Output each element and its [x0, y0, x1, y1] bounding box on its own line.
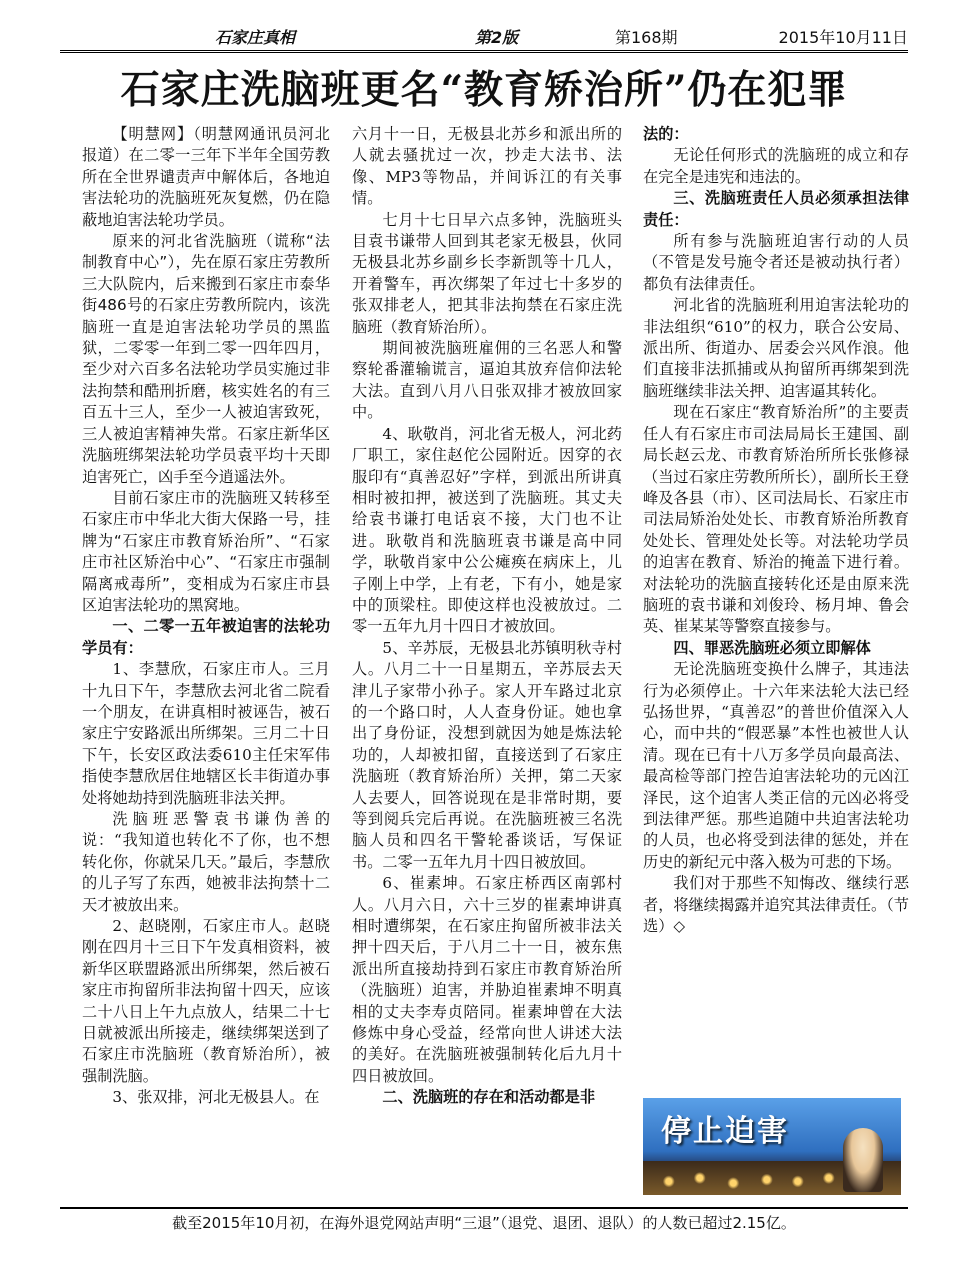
issue-date: 2015年10月11日 — [778, 28, 908, 47]
col1-paragraph: 洗脑班恶警袁书谦伪善的说：“我知道也转化不了你，也不想转化你，你就呆几天。”最后，李慧欣的儿子写了东西，她被非法拘禁十二天才被放出来。 — [82, 810, 330, 914]
col2-paragraph: 七月十七日早六点多钟，洗脑班头目袁书谦带人回到其老家无极县，伙同无极县北苏乡副乡长李新凯等十几人，开着警车，再次绑架了年过七十多岁的张双排老人，把其非法拘禁在石家庄洗脑班（教育矫治所）。 — [352, 210, 622, 336]
col1-paragraph: 目前石家庄市的洗脑班又转移至石家庄市中华北大街大保路一号，挂牌为“石家庄市教育矫治所”、“石家庄市社区矫治中心”、“石家庄市强制隔离戒毒所”，变相成为石家庄市县区迫害法轮功的黑窝地。 — [82, 488, 330, 614]
article-column-1 — [82, 124, 330, 1204]
col2-paragraph: 二、洗脑班的存在和活动都是非 — [382, 1088, 596, 1107]
col1-paragraph: 3、张双排，河北无极县人。在 — [112, 1088, 320, 1107]
col2-paragraph: 期间被洗脑班雇佣的三名恶人和警察轮番灌输谎言，逼迫其放弃信仰法轮大法。直到八月八日张双排才被放回家中。 — [352, 339, 622, 422]
col3-paragraph: 我们对于那些不知悔改、继续行恶者，将继续揭露并追究其法律责任。（节选）◇ — [643, 874, 909, 936]
page-number: 第2版 — [475, 28, 519, 47]
footer-rule — [60, 1207, 908, 1209]
col3-paragraph: 无论任何形式的洗脑班的成立和存在完全是违宪和违法的。 — [643, 146, 909, 186]
col1-paragraph: 1、李慧欣，石家庄市人。三月十九日下午，李慧欣去河北省二院看一个朋友，在讲真相时被诬告，被石家庄宁安路派出所绑架。三月二十日下午，长安区政法委610主任宋军伟指使李慧欣居住地辖区长丰街道办事处将她劫持到洗脑班非法关押。 — [82, 660, 330, 807]
col2-paragraph: 4、耿敬肖，河北省无极人，河北药厂职工，家住赵佗公园附近。因穿的衣服印有“真善忍好”字样，到派出所讲真相时被扣押，被送到了洗脑班。其丈夫给袁书谦打电话哀不接，大门也不让进。耿敬肖和洗脑班袁书谦是高中同学，耿敬肖家中公公瘫痪在病床上，儿子刚上中学，上有老，下有小，她是家中的顶梁柱。即使这样也没被放过。二零一五年九月十四日才被放回。 — [352, 424, 622, 636]
col3-paragraph: 三、洗脑班责任人员必须承担法律责任： — [643, 189, 909, 229]
paper-name: 石家庄真相 — [215, 28, 296, 47]
page-header — [60, 28, 908, 50]
footer-notice: 截至2015年10月初，在海外退党网站声明“三退”（退党、退团、退队）的人数已超过2.15亿。 — [172, 1214, 796, 1232]
col3-paragraph: 河北省的洗脑班利用迫害法轮功的非法组织“610”的权力，联合公安局、派出所、街道办、居委会兴风作浪。他们直接非法抓捕或从拘留所再绑架到洗脑班继续非法关押、迫害逼其转化。 — [643, 296, 909, 400]
article-title: 石家庄洗脑班更名“教育矫治所”仍在犯罪 — [120, 67, 848, 113]
col2-paragraph: 六月十一日，无极县北苏乡和派出所的人就去骚扰过一次，抄走大法书、法像、MP3等物品，并间诉江的有关事情。 — [352, 125, 622, 208]
col3-paragraph: 现在石家庄“教育矫治所”的主要责任人有石家庄市司法局局长王建国、副局长赵云龙、市教育矫治所所长张修禄（当过石家庄劳教所所长），副所长王登峰及各县（市）、区司法局长、石家庄市司法局矫治处处长、市教育矫治所教育处处长、管理处处长等。对法轮功学员的迫害在教育、矫治的掩盖下进行着。对法轮功的洗脑直接转化还是由原来洗脑班的袁书谦和刘俊玲、杨月坤、鲁会英、崔某某等警察直接参与。 — [643, 403, 909, 636]
article-column-3 — [643, 124, 909, 1204]
col1-paragraph: 【明慧网】（明慧网通讯员河北报道）在二零一三年下半年全国劳教所在全世界谴责声中解体后，各地迫害法轮功的洗脑班死灰复燃，仍在隐蔽地迫害法轮功学员。 — [82, 125, 330, 229]
col3-paragraph: 所有参与洗脑班迫害行动的人员（不管是发号施令者还是被动执行者）都负有法律责任。 — [643, 232, 909, 293]
banner-text: 停止迫害 — [661, 1114, 789, 1149]
col1-paragraph: 一、二零一五年被迫害的法轮功学员有： — [82, 617, 330, 657]
col2-paragraph: 5、辛苏辰，无极县北苏镇明秋寺村人。八月二十一日星期五，辛苏辰去天津儿子家带小孙子。家人开车路过北京的一个路口时，人人查身份证。她也拿出了身份证，没想到就因为她是炼法轮功的，人却被扣留，直接送到了石家庄洗脑班（教育矫治所）关押，第二天家人去要人，回答说现在是非常时期，要等到阅兵完后再说。在洗脑班被三名洗脑人员和四名干警轮番谈话，写保证书。二零一五年九月十四日被放回。 — [352, 638, 622, 871]
issue-number: 第168期 — [615, 28, 678, 47]
col3-paragraph: 四、罪恶洗脑班必须立即解体 — [673, 638, 871, 657]
candle-holder-figure — [843, 1128, 883, 1192]
article-column-2 — [352, 124, 622, 1204]
col3-paragraph: 法的： — [643, 125, 689, 143]
col2-paragraph: 6、崔素坤。石家庄桥西区南郭村人。八月六日，六十三岁的崔素坤讲真相时遭绑架，在石家庄拘留所被非法关押十四天后，于八月二十一日，被东焦派出所直接劫持到石家庄市教育矫治所（洗脑班）迫害，并胁迫崔素坤不明真相的丈夫李寿贞陪同。崔素坤曾在大法修炼中身心受益，经常向世人讲述大法的美好。在洗脑班被强制转化后九月十四日被放回。 — [352, 874, 622, 1085]
col3-paragraph: 无论洗脑班变换什么牌子，其违法行为必须停止。十六年来法轮大法已经弘扬世界，“真善忍”的普世价值深入人心，而中共的“假恶暴”本性也被世人认清。现在已有十八万多学员向最高法、最高检等部门控告迫害法轮功的元凶江泽民，这个迫害人类正信的元凶必将受到法律严惩。那些追随中共迫害法轮功的人员，也必将受到法律的惩处，并在历史的新纪元中落入极为可悲的下场。 — [643, 660, 909, 871]
header-rule — [60, 50, 908, 53]
col1-paragraph: 2、赵晓刚，石家庄市人。赵晓刚在四月十三日下午发真相资料，被新华区联盟路派出所绑架，然后被石家庄市拘留所非法拘留十四天，应该二十八日上午九点放人，结果二十七日就被派出所接走，继续绑架送到了石家庄市洗脑班（教育矫治所），被强制洗脑。 — [82, 917, 330, 1085]
col1-paragraph: 原来的河北省洗脑班（谎称“法制教育中心”），先在原石家庄劳教所三大队院内，后来搬到石家庄市泰华街486号的石家庄劳教所院内，该洗脑班一直是迫害法轮功学员的黑监狱，二零零一年到二零一四年四月，至少对六百多名法轮功学员实施过非法拘禁和酷刑折磨，核实姓名的有三百五十三人，至少一人被迫害致死，三人被迫害精神失常。石家庄新华区洗脑班绑架法轮功学员袁平均十天即迫害死亡，凶手至今逍遥法外。 — [82, 232, 330, 486]
stop-persecution-banner — [643, 1098, 901, 1195]
